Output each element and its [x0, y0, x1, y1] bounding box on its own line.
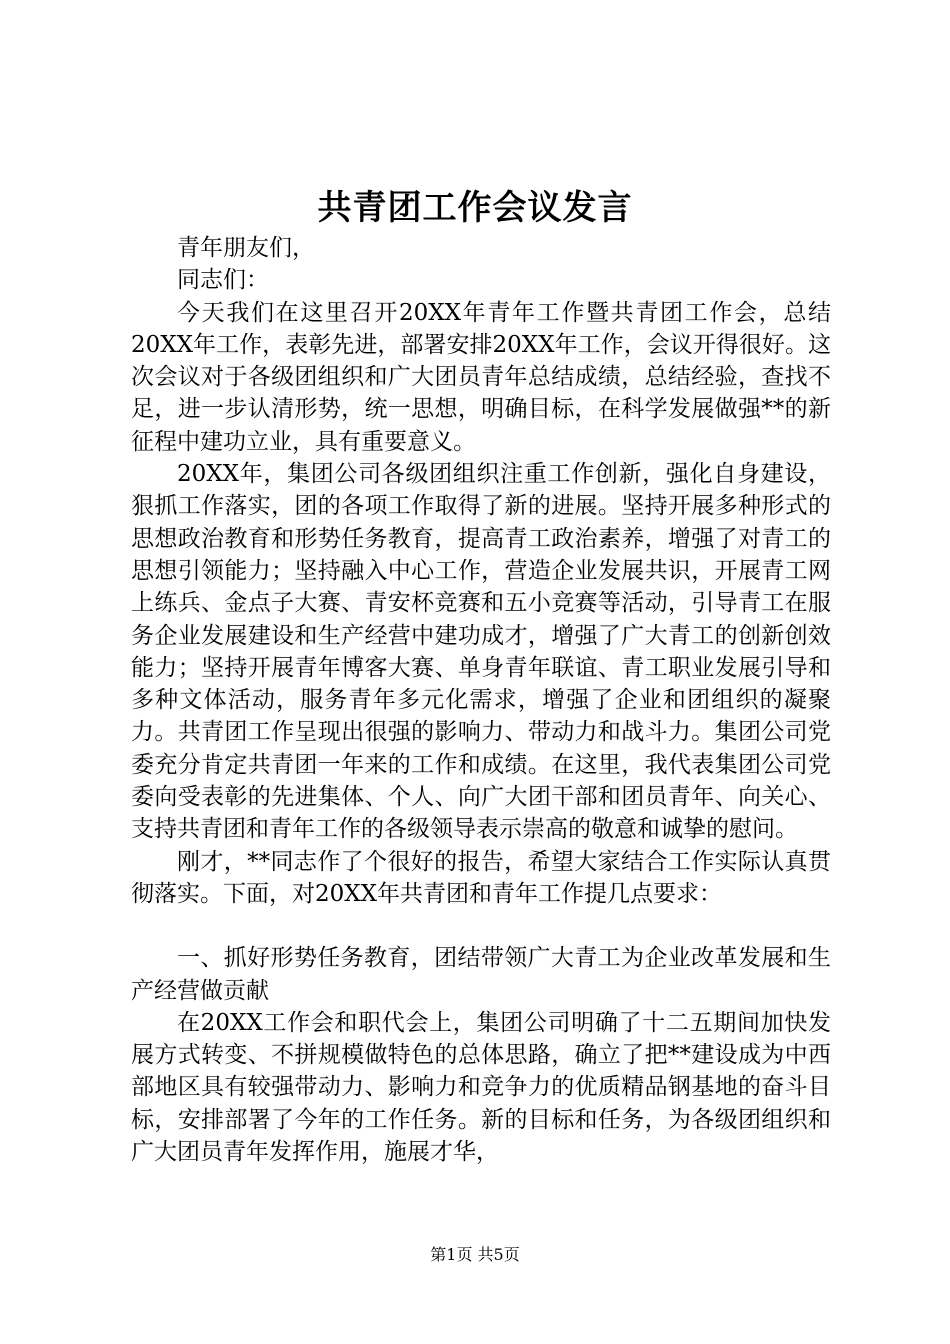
body-paragraph: 今天我们在这里召开20XX年青年工作暨共青团工作会，总结20XX年工作，表彰先进，部署安排20XX年工作，会议开得很好。这次会议对于各级团组织和广大团员青年总结成绩，总结经验，查找不足，进一步认清形势，统一思想，明确目标，在科学发展做强**的新征程中建功立业，具有重要意义。	[131, 299, 831, 455]
document-title: 共青团工作会议发言	[317, 188, 633, 228]
paragraph-spacer	[131, 910, 831, 942]
document-body	[131, 232, 831, 1168]
section-heading: 一、抓好形势任务教育，团结带领广大青工为企业改革发展和生产经营做贡献	[131, 945, 831, 1004]
greeting-line: 同志们：	[177, 267, 269, 294]
greeting-line: 青年朋友们，	[177, 235, 315, 261]
body-paragraph: 刚才，**同志作了个很好的报告，希望大家结合工作实际认真贯彻落实。下面，对20XX年共青团和青年工作提几点要求：	[131, 848, 831, 907]
body-paragraph: 20XX年，集团公司各级团组织注重工作创新，强化自身建设，狠抓工作落实，团的各项工作取得了新的进展。坚持开展多种形式的思想政治教育和形势任务教育，提高青工政治素养，增强了对青工的思想引领能力；坚持融入中心工作，营造企业发展共识，开展青工网上练兵、金点子大赛、青安杯竞赛和五小竞赛等活动，引导青工在服务企业发展建设和生产经营中建功成才，增强了广大青工的创新创效能力；坚持开展青年博客大赛、单身青年联谊、青工职业发展引导和多种文体活动，服务青年多元化需求，增强了企业和团组织的凝聚力。共青团工作呈现出很强的影响力、带动力和战斗力。集团公司党委充分肯定共青团一年来的工作和成绩。在这里，我代表集团公司党委向受表彰的先进集体、个人、向广大团干部和团员青年、向关心、支持共青团和青年工作的各级领导表示崇高的敬意和诚挚的慰问。	[131, 461, 831, 843]
body-paragraph: 在20XX工作会和职代会上，集团公司明确了十二五期间加快发展方式转变、不拼规模做特色的总体思路，确立了把**建设成为中西部地区具有较强带动力、影响力和竞争力的优质精品钢基地的奋斗目标，安排部署了今年的工作任务。新的目标和任务，为各级团组织和广大团员青年发挥作用，施展才华，	[131, 1009, 831, 1166]
page-number: 第1页 共5页	[430, 1245, 520, 1264]
